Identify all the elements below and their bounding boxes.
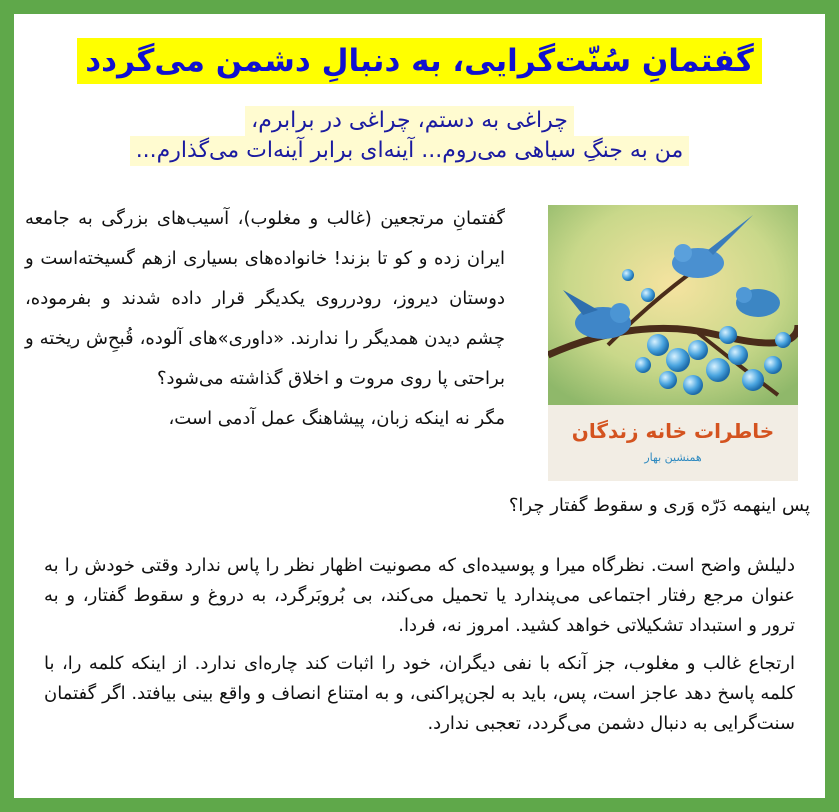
paragraph-2: دلیلش واضح است. نظرگاه میرا و پوسیده‌ای که مصونیت اظهار نظر را پاس ندارد وقتی خودش را به عنوان مرجع رفتار اجتماعی می‌پندارد یا تحمیل می‌کند، بی بُروبَرگرد، به دروغ و سقوط گفتار، و به ترور و استبداد تشکیلاتی خواهد کشید. امروز نه، فردا. <box>44 555 795 636</box>
paragraph-block-2 <box>44 551 795 747</box>
image-caption-subtitle: همنشین بهار <box>644 451 702 464</box>
article-title: گفتمانِ سُنّت‌گرایی، به دنبالِ دشمن می‌گردد <box>77 38 761 84</box>
paragraph-1-line-2: مگر نه اینکه زبان، پیشاهنگ عمل آدمی است، <box>168 408 505 429</box>
paragraph-1 <box>25 199 505 439</box>
paragraph-1-text: گفتمانِ مرتجعین (غالب و مغلوب)، آسیب‌های بزرگی به جامعه ایران زده و کو تا بزند! خانواده‌های بسیاری ازهم گسیخته‌است و دوستان دیروز، رودرروی یکدیگر قرار داده شدند و بفرموده، چشم دیدن همدیگر را ندارند. «داوری»های آلوده، قُبحِ‌ش ریخته و براحتی پا روی مروت و اخلاق گذاشته می‌شود؟ <box>25 208 505 389</box>
verse-line-1: چراغی به دستم، چراغی در برابرم، <box>245 106 574 136</box>
verse-block <box>74 106 745 166</box>
illustration-image <box>548 205 798 481</box>
verse-line-2: من به جنگِ سیاهی می‌روم... آینه‌ای برابر آینه‌ات می‌گذارم... <box>130 136 690 166</box>
article-frame <box>14 14 825 798</box>
title-wrap <box>14 38 825 84</box>
paragraph-3: ارتجاع غالب و مغلوب، جز آنکه با نفی دیگران، خود را اثبات کند چاره‌ای ندارد. از اینکه کلمه را، با کلمه پاسخ دهد عاجز است، پس، باید به لجن‌پراکنی، و به امتناع انصاف و واقع بینی بیافتد. اگر گفتمان سنت‌گرایی به دنبال دشمن می‌گردد، تعجبی ندارد. <box>44 653 795 734</box>
question-line: پس اینهمه دَرّه وَری و سقوط گفتار چرا؟ <box>508 495 810 516</box>
image-caption-title: خاطرات خانه زندگان <box>571 419 775 443</box>
birds-illustration <box>548 205 798 405</box>
